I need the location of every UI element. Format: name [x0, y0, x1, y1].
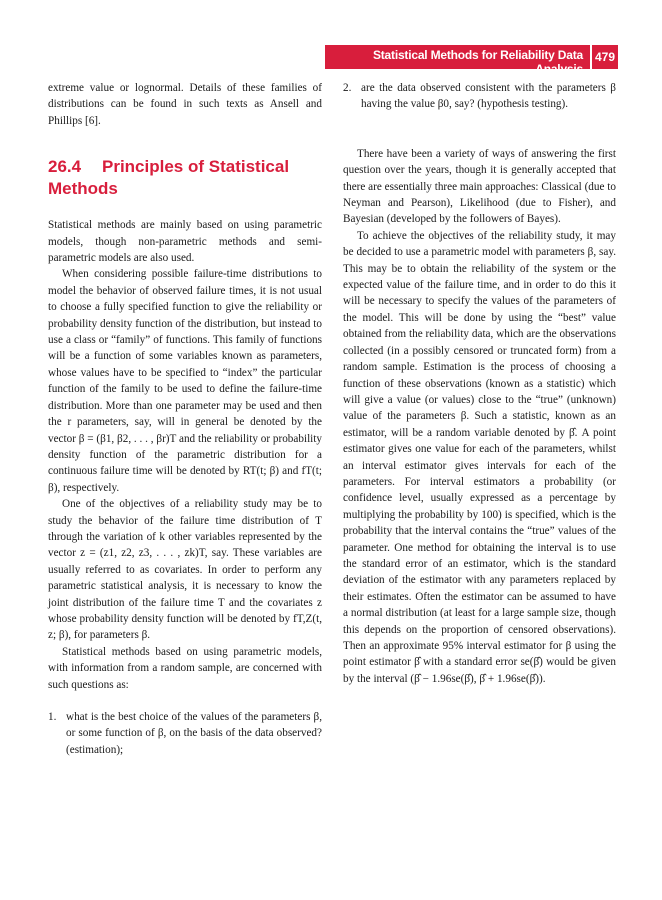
section-heading — [48, 156, 322, 200]
running-title: Statistical Methods for Reliability Data Analysis — [372, 48, 583, 76]
paragraph: One of the objectives of a reliability study may be to study the behavior of the failure time distribution of T through the variation of k other variables represented by the vector z = (z1, z2, z3, . . . , zk)T, say. These variables are usually referred to as covariates. In order to perform any parametric statistical analysis, it is necessary to know the joint distribution of the failure time T and the covariates z whose probability density function will be denoted by fT,Z(t, z; β), for parameters β. — [48, 498, 322, 642]
paragraph: When considering possible failure-time distributions to model the behavior of observed failure times, it is not usual to choose a fully specified function to give the reliability or probability density function of the distribution, but instead to use a class or “family” of functions. This family of functions will be a function of some variables known as parameters, whose values have to be specified to “index” the particular function of the family to be used to define the failure-time distribution. More than one parameter may be used and then the r parameters, say, will in general be denoted by the vector β = (β1, β2, . . . , βr)T and the reliability or probability density function of the parametric distribution for a continuous failure time will be denoted by RT(t; β) and fT(t; β), respectively. — [48, 268, 322, 494]
carryover-paragraph: extreme value or lognormal. Details of these families of distributions can be found in such texts as Ansell and Phillips [6]. — [48, 82, 322, 127]
list-marker: 1. — [48, 711, 57, 723]
list-item-text: are the data observed consistent with the parameters β having the value β0, say? (hypothesis testing). — [361, 82, 616, 111]
question-list-continued — [343, 80, 616, 113]
page-number: 479 — [590, 45, 618, 69]
list-marker: 2. — [343, 82, 352, 94]
right-column — [343, 80, 616, 687]
section-title: Principles of Statistical Methods — [48, 157, 290, 199]
list-item — [343, 80, 616, 113]
left-column — [48, 80, 322, 758]
paragraph: Statistical methods are mainly based on using parametric models, though non-parametric methods and semi-parametric models are also used. — [48, 219, 322, 265]
paragraph: To achieve the objectives of the reliability study, it may be decided to use a parametric model with parameters β, say. This may be to obtain the reliability of the system or the expected value of the failure time, and in order to do this it will be necessary to specify the values of the parameters of the model. This will be done by using the “best” value obtained from the reliability data, which are the observations collected (in a possibly censored or truncated form) from a random sample. Estimation is the process of choosing a function of these observations (known as a statistic) which will give a value (or values) close to the “true” (unknown) value of the parameters β. Such a statistic, known as an estimator, will be a random variable denoted by β̂. A point estimator gives one value for each of the parameters, whilst an interval estimator gives intervals for each of the parameters. For interval estimators a probability (or confidence level, usually expressed as a percentage by multiplying the probability by 100) is specified, which is the probability that the interval contains the “true” values of the parameter. One method for obtaining the interval is to use the standard error of an estimator, which is the standard deviation of the estimator with any parameters replaced by their estimates. Often the estimator can be assumed to have a normal distribution (at least for a large sample size, though this depends on the proportion of censored observations). Then an approximate 95% interval estimator for β using the point estimator β̂ with a standard error se(β̂) would be given by the interval (β̂ − 1.96se(β̂), β̂ + 1.96se(β̂)). — [343, 229, 616, 685]
list-item — [48, 709, 322, 758]
paragraph: Statistical methods based on using parametric models, with information from a random sample, are concerned with such questions as: — [48, 645, 322, 691]
section-number: 26.4 — [48, 157, 82, 177]
list-item-text: what is the best choice of the values of the parameters β, or some function of β, on the basis of the data observed? (estimation); — [66, 711, 322, 756]
question-list — [48, 709, 322, 758]
paragraph: There have been a variety of ways of answering the first question over the years, though it is generally accepted that there are essentially three main approaches: Classical (due to Neyman and Pearson), Likelihood (due to Fisher), and Bayesian (developed by the followers of Bayes). — [343, 147, 616, 226]
